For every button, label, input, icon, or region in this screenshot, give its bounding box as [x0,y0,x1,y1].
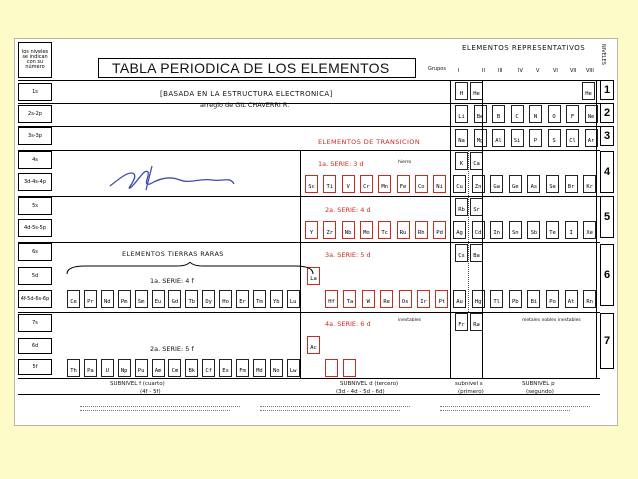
group-label: IV [518,68,523,74]
grupos-label: Grupos [428,66,446,72]
element-cell: Pm [118,290,131,308]
element-cell: Po [546,290,559,308]
rare-earth-bracket [65,262,315,276]
empty-cell [343,359,356,377]
rare-earth-header: ELEMENTOS TIERRAS RARAS [122,250,224,258]
element-cell: Os [399,290,412,308]
grid-line [18,150,600,151]
element-cell: Mn [378,175,391,193]
element-cell: Ra [470,313,483,331]
element-cell: Cd [472,221,485,239]
element-cell: Y [305,221,318,239]
element-cell: Md [253,359,266,377]
series-6d-label: 4a. SERIE: 6 d [325,320,371,328]
element-cell: Cs [455,244,468,262]
period-label: 7 [600,313,614,369]
element-cell: Ta [343,290,356,308]
sublevel-label: 5s [18,197,52,215]
sublevel-label: 3s-3p [18,127,52,145]
element-cell: No [270,359,283,377]
element-cell: Lu [287,290,300,308]
note-metales: metales nobles inestables [522,318,581,323]
element-cell: Pu [135,359,148,377]
grid-line [18,242,600,243]
element-cell: Re [380,290,393,308]
group-label: II [482,68,485,74]
element-cell: Zn [472,175,485,193]
element-cell: Rb [455,198,468,216]
element-cell: Se [546,175,559,193]
element-cell: Th [67,359,80,377]
period-label: 6 [600,244,614,306]
sublevel-label: 6d [18,338,52,354]
group-label: VIII [586,68,594,74]
grid-line [482,80,483,378]
group-label: VI [553,68,558,74]
element-cell: V [342,175,355,193]
series-3d-label: 1a. SERIE: 3 d [318,160,364,168]
grid-line [18,80,600,81]
element-cell: Rh [415,221,428,239]
series-5d-label: 3a. SERIE: 5 d [325,251,371,259]
sublevel-label: 2s-2p [18,105,52,123]
sublevel-label: 6s [18,243,52,261]
period-label: 3 [600,126,614,146]
sublevel-label: 4d-5s-5p [18,219,52,237]
period-label: 5 [600,196,614,238]
element-cell: Ce [67,290,80,308]
element-cell: Cl [566,129,579,147]
grid-line [18,196,600,197]
element-cell: Ag [453,221,466,239]
element-cell: Pr [84,290,97,308]
element-cell: Mo [360,221,373,239]
element-cell: Tl [490,290,503,308]
element-cell: Te [546,221,559,239]
element-cell: Ac [307,336,320,354]
element-cell: Np [118,359,131,377]
element-cell: Ni [433,175,446,193]
element-cell: La [307,267,320,285]
group-label: I [458,68,460,74]
element-cell: S [548,129,561,147]
element-cell: Ga [490,175,503,193]
element-cell: H [455,82,468,100]
left-header-box: los niveles se indican con su número [18,42,52,78]
element-cell: W [362,290,375,308]
element-cell: U [101,359,114,377]
element-cell: Sc [305,175,318,193]
element-cell: Yb [270,290,283,308]
element-cell: Pb [509,290,522,308]
footnote-line [440,406,590,407]
element-cell: Tm [253,290,266,308]
element-cell: Pa [84,359,97,377]
representative-header: ELEMENTOS REPRESENTATIVOS [462,44,586,52]
note-hierro: hierro [398,160,412,165]
element-cell: Pt [435,290,448,308]
element-cell: Mg [474,129,487,147]
element-cell: Eu [152,290,165,308]
group-label: III [498,68,503,74]
grid-line [18,103,600,104]
element-cell: Al [492,129,505,147]
element-cell: Ge [509,175,522,193]
element-cell: Ne [585,105,598,123]
sublevel-label: 5d [18,267,52,285]
element-cell: B [492,105,505,123]
group-label: V [536,68,540,74]
element-cell: Hg [472,290,485,308]
sublevel-label: 7s [18,314,52,332]
element-cell: Kr [583,175,596,193]
element-cell: Fe [397,175,410,193]
grid-line [450,80,451,378]
element-cell: Ti [323,175,336,193]
element-cell: F [566,105,579,123]
grid-line [596,80,597,378]
element-cell: Sn [509,221,522,239]
element-cell: Nd [101,290,114,308]
grid-line [18,126,600,127]
group-label: VII [570,68,577,74]
element-cell: Br [565,175,578,193]
footnote-line [80,406,240,407]
element-cell: Es [219,359,232,377]
element-cell: Tb [185,290,198,308]
grid-line [18,394,600,395]
element-cell: Cm [168,359,181,377]
element-cell: Ru [397,221,410,239]
element-cell: Gd [168,290,181,308]
footer-sub-f-range: (4f - 5f) [140,389,161,395]
element-cell: Sb [527,221,540,239]
element-cell: I [565,221,578,239]
author-credit: arreglo de GIL CHAVERRI R. [200,101,290,109]
element-cell: Zr [323,221,336,239]
element-cell: Xe [583,221,596,239]
element-cell: Fr [455,313,468,331]
element-cell: Ho [219,290,232,308]
element-cell: Pd [433,221,446,239]
empty-cell [325,359,338,377]
element-cell: O [548,105,561,123]
element-cell: Cu [453,175,466,193]
element-cell: Sr [470,198,483,216]
signature-image [100,160,240,200]
footnote-line [440,410,570,411]
footer-sub-f: SUBNIVEL f (cuarto) [110,381,165,387]
footnote-line [260,406,410,407]
footnote-line [260,410,400,411]
element-cell: At [565,290,578,308]
element-cell: Ar [585,129,598,147]
series-4f-label: 1a. SERIE: 4 f [150,277,194,285]
element-cell: He [470,82,483,100]
element-cell: Tc [378,221,391,239]
title-frame [98,58,416,78]
page-title: TABLA PERIODICA DE LOS ELEMENTOS [112,60,390,76]
footer-sub-s-note: (primero) [458,389,484,395]
element-cell: Rn [583,290,596,308]
element-cell: Nb [342,221,355,239]
element-cell: Na [455,129,468,147]
element-cell: In [490,221,503,239]
element-cell: Dy [202,290,215,308]
footer-sub-s: subnivel s [455,381,483,387]
element-cell: Lw [287,359,300,377]
element-cell: N [529,105,542,123]
transition-header: ELEMENTOS DE TRANSICION [318,138,421,146]
element-cell: Sm [135,290,148,308]
element-cell: Hf [325,290,338,308]
element-cell: Si [511,129,524,147]
element-cell: Be [474,105,487,123]
series-4d-label: 2a. SERIE: 4 d [325,206,371,214]
footer-sub-p: SUBNIVEL p [522,381,555,387]
element-cell: Co [415,175,428,193]
footer-sub-d-range: (3d - 4d - 5d - 6d) [336,389,385,395]
grid-line [18,312,600,313]
sublevel-label: 3d-4s-4p [18,173,52,191]
element-cell: Bi [527,290,540,308]
element-cell: Li [455,105,468,123]
element-cell: Cf [202,359,215,377]
grid-line [18,378,600,379]
element-cell: Ba [470,244,483,262]
element-cell: Ca [470,152,483,170]
element-cell: P [529,129,542,147]
sublevel-label: 5f [18,359,52,375]
element-cell: He [582,82,595,100]
element-cell: C [511,105,524,123]
subtitle: [BASADA EN LA ESTRUCTURA ELECTRONICA] [160,90,333,98]
element-cell: Am [152,359,165,377]
element-cell: As [527,175,540,193]
series-5f-label: 2a. SERIE: 5 f [150,345,194,353]
grid-line [300,150,301,378]
element-cell: K [455,152,468,170]
niveles-header: NIVELES [600,44,606,65]
element-cell: Er [236,290,249,308]
sublevel-label: 4f-5d-6s-6p [18,290,52,308]
period-label: 4 [600,151,614,193]
sublevel-label: 4s [18,151,52,169]
period-label: 2 [600,103,614,123]
note-inestables: inestables [398,318,421,323]
footer-sub-p-note: (segundo) [526,389,554,395]
element-cell: Cr [360,175,373,193]
element-cell: Bk [185,359,198,377]
element-cell: Ir [417,290,430,308]
sublevel-label: 1s [18,83,52,101]
footer-sub-d: SUBNIVEL d (tercero) [340,381,399,387]
dotted-line [468,150,469,312]
footnote-line [80,410,230,411]
period-label: 1 [600,80,614,100]
element-cell: Fm [236,359,249,377]
element-cell: Au [453,290,466,308]
